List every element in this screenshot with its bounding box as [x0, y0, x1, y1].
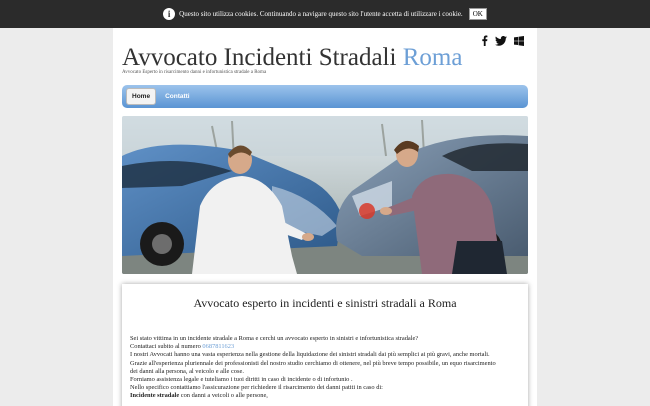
paragraph: Nello specifico contattiamo l'assicurazione per richiedere il risarcimento dei danni patiti in caso di: — [130, 384, 383, 392]
content-card — [122, 284, 528, 406]
main-nav — [122, 85, 528, 108]
nav-item-home[interactable]: Home — [126, 88, 156, 105]
cookie-ok-button[interactable]: OK — [469, 8, 487, 20]
paragraph: Sei stato vittima in un incidente stradale a Roma e cerchi un avvocato esperto in sinistri e infortunistica stradale? — [130, 335, 419, 342]
site-title[interactable] — [122, 44, 462, 72]
hero-image — [122, 116, 528, 274]
paragraph — [130, 343, 524, 351]
paragraph: Grazie all'esperienza pluriennale dei professionisti del nostro studio cerchiamo di ottenere, nel più breve tempo possibile, un equo risarcimento — [130, 359, 496, 367]
paragraph — [130, 392, 524, 400]
paragraph: dei danni alla persona, al veicolo e alle cose. — [130, 367, 244, 375]
facebook-icon[interactable] — [481, 33, 488, 51]
info-icon: i — [163, 8, 175, 20]
site-subtitle: Avvocato Esperto in risarcimento danni e infortunistica stradale a Roma — [122, 70, 267, 75]
site-title-accent: Roma — [402, 44, 463, 71]
social-links — [481, 33, 524, 51]
windows-icon[interactable] — [514, 33, 524, 51]
nav-item-contatti[interactable]: Contatti — [165, 93, 190, 100]
cookie-message: Questo sito utilizza cookies. Continuando a navigare questo sito l'utente accetta di utilizzare i cookie. — [179, 10, 463, 18]
body-text — [130, 335, 524, 401]
twitter-icon[interactable] — [495, 33, 507, 51]
paragraph: I nostri Avvocati hanno una vasta esperienza nella gestione della liquidazione dei sinistri stradali dai più semplici ai più gravi, anche mortali. — [130, 351, 490, 359]
bold-term: Incidente stradale — [130, 392, 180, 400]
term-rest: con danni a veicoli o alle persone, — [179, 392, 268, 400]
paragraph: Forniamo assistenza legale e tuteliamo i tuoi diritti in caso di incidente o di infortunio . — [130, 376, 353, 384]
contact-prefix: Contattaci subito al numero — [130, 343, 203, 351]
cookie-bar — [0, 0, 650, 28]
site-title-main: Avvocato Incidenti Stradali — [122, 44, 397, 71]
phone-link[interactable]: 0687811623 — [202, 343, 235, 351]
page-container — [113, 28, 537, 406]
page-heading: Avvocato esperto in incidenti e sinistri stradali a Roma — [193, 296, 457, 310]
